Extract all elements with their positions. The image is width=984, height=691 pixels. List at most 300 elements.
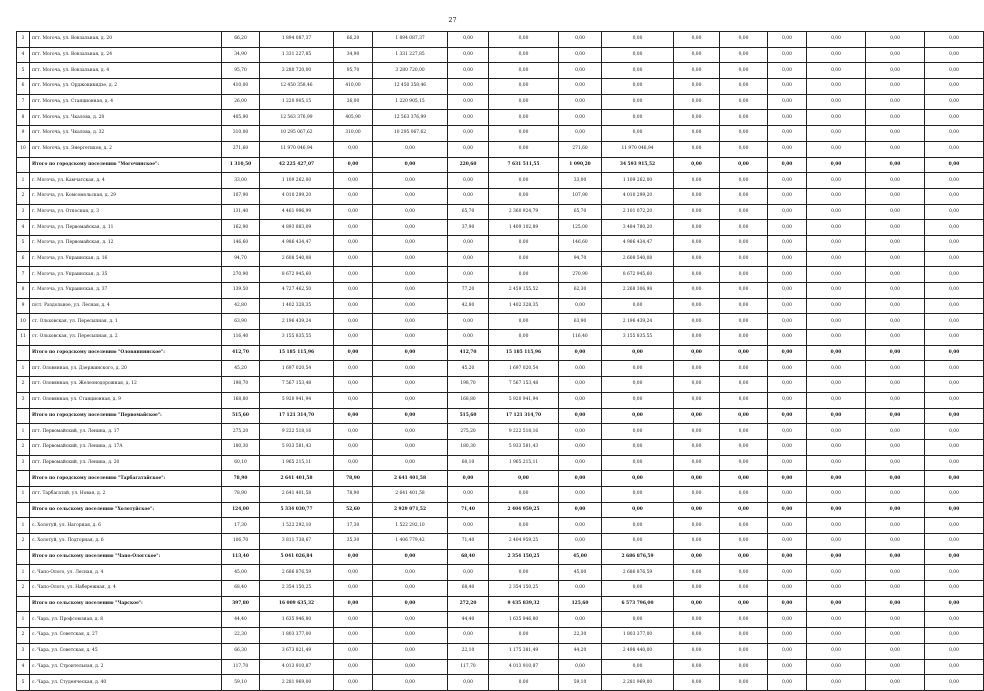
row-number-cell: 2 <box>17 534 30 550</box>
value-cell: 2 196 439,24 <box>602 314 674 330</box>
table-row <box>17 612 984 628</box>
value-cell: 0,00 <box>768 283 807 299</box>
row-number-cell: 1 <box>17 518 30 534</box>
value-cell: 124,00 <box>222 502 260 518</box>
value-cell: 78,90 <box>334 486 373 502</box>
value-cell: 0,00 <box>768 377 807 393</box>
value-cell: 0,00 <box>866 659 925 675</box>
value-cell: 0,00 <box>866 63 925 79</box>
value-cell: 0,00 <box>768 675 807 691</box>
address-cell: Итого по городскому поселению "Могочинское": <box>30 157 222 173</box>
value-cell: 0,00 <box>602 32 674 48</box>
value-cell: 0,00 <box>602 110 674 126</box>
address-cell: г. Могоча, ул. Первомайская, д. 11 <box>30 220 222 236</box>
value-cell: 3 280 720,00 <box>373 63 448 79</box>
address-cell: г. Могоча, ул. Украинская, д. 16 <box>30 251 222 267</box>
value-cell: 0,00 <box>925 628 984 644</box>
value-cell: 0,00 <box>866 471 925 487</box>
value-cell: 2 641 401,58 <box>260 471 334 487</box>
value-cell: 146,60 <box>222 235 260 251</box>
table-row <box>17 643 984 659</box>
value-cell: 0,00 <box>720 612 768 628</box>
value-cell: 0,00 <box>768 235 807 251</box>
address-cell: Итого по городскому поселению "Оловяннинское": <box>30 345 222 361</box>
value-cell: 0,00 <box>925 455 984 471</box>
value-cell: 0,00 <box>448 173 489 189</box>
value-cell: 0,00 <box>807 659 866 675</box>
value-cell: 0,00 <box>334 581 373 597</box>
value-cell: 0,00 <box>334 204 373 220</box>
value-cell: 4 986 434,47 <box>260 235 334 251</box>
value-cell: 0,00 <box>866 628 925 644</box>
value-cell: 0,00 <box>925 534 984 550</box>
value-cell: 94,70 <box>222 251 260 267</box>
value-cell: 0,00 <box>559 392 602 408</box>
row-number-cell: 8 <box>17 283 30 299</box>
value-cell: 0,00 <box>334 157 373 173</box>
value-cell: 26,00 <box>222 94 260 110</box>
value-cell: 0,00 <box>866 502 925 518</box>
value-cell: 0,00 <box>373 204 448 220</box>
value-cell: 0,00 <box>925 32 984 48</box>
value-cell: 0,00 <box>768 581 807 597</box>
address-cell: г. Могоча, ул. Комсомольская, д. 29 <box>30 188 222 204</box>
value-cell: 0,00 <box>925 377 984 393</box>
value-cell: 0,00 <box>866 204 925 220</box>
table-row <box>17 565 984 581</box>
address-cell: Итого по городскому поселению "Тарбагатайское": <box>30 471 222 487</box>
address-cell: пгт. Оловянная, ул. Железнодорожная, д. 12 <box>30 377 222 393</box>
value-cell: 0,00 <box>489 628 559 644</box>
value-cell: 0,00 <box>674 549 720 565</box>
value-cell: 4 727 462,50 <box>260 283 334 299</box>
value-cell: 0,00 <box>720 126 768 142</box>
value-cell: 1 409 102,89 <box>489 220 559 236</box>
value-cell: 0,00 <box>448 235 489 251</box>
row-number-cell <box>17 471 30 487</box>
value-cell: 1 402 328,35 <box>489 298 559 314</box>
table-row <box>17 267 984 283</box>
value-cell: 0,00 <box>674 298 720 314</box>
value-cell: 0,00 <box>489 314 559 330</box>
value-cell: 0,00 <box>720 565 768 581</box>
table-row <box>17 439 984 455</box>
value-cell: 168,80 <box>222 392 260 408</box>
value-cell: 1 803 377,00 <box>602 628 674 644</box>
value-cell: 0,00 <box>768 110 807 126</box>
address-cell: пгт. Могоча, ул. Чкалова, д. 32 <box>30 126 222 142</box>
value-cell: 2 196 439,24 <box>260 314 334 330</box>
value-cell: 0,00 <box>807 596 866 612</box>
value-cell: 5 933 581,43 <box>489 439 559 455</box>
value-cell: 0,00 <box>334 283 373 299</box>
value-cell: 15 185 115,96 <box>489 345 559 361</box>
value-cell: 0,00 <box>866 220 925 236</box>
address-cell: с. Чапо-Олого, ул. Набережная, д. 4 <box>30 581 222 597</box>
value-cell: 0,00 <box>559 408 602 424</box>
value-cell: 0,00 <box>674 565 720 581</box>
value-cell: 0,00 <box>866 596 925 612</box>
value-cell: 0,00 <box>925 424 984 440</box>
value-cell: 4 010 299,20 <box>260 188 334 204</box>
value-cell: 22,30 <box>559 628 602 644</box>
value-cell: 3 811 738,67 <box>260 534 334 550</box>
value-cell: 0,00 <box>559 486 602 502</box>
value-cell: 3 155 835,55 <box>260 330 334 346</box>
value-cell: 0,00 <box>720 549 768 565</box>
value-cell: 0,00 <box>925 251 984 267</box>
address-cell: пгт. Могоча, ул. Орджоникидзе, д. 2 <box>30 79 222 95</box>
value-cell: 17 121 314,70 <box>260 408 334 424</box>
value-cell: 95,70 <box>334 63 373 79</box>
value-cell: 2 641 401,58 <box>373 486 448 502</box>
value-cell: 0,00 <box>334 612 373 628</box>
value-cell: 17 121 314,70 <box>489 408 559 424</box>
table-row <box>17 581 984 597</box>
value-cell: 198,70 <box>222 377 260 393</box>
address-cell: с. Холотуй, ул. Подгорная, д. 6 <box>30 534 222 550</box>
value-cell: 0,00 <box>925 330 984 346</box>
value-cell: 0,00 <box>674 486 720 502</box>
value-cell: 0,00 <box>720 330 768 346</box>
value-cell: 0,00 <box>720 314 768 330</box>
value-cell: 5 041 026,84 <box>260 549 334 565</box>
value-cell: 1 109 262,00 <box>260 173 334 189</box>
value-cell: 0,00 <box>489 518 559 534</box>
value-cell: 0,00 <box>448 565 489 581</box>
value-cell: 0,00 <box>807 392 866 408</box>
value-cell: 26,00 <box>334 94 373 110</box>
value-cell: 0,00 <box>448 47 489 63</box>
value-cell: 42,80 <box>448 298 489 314</box>
value-cell: 0,00 <box>674 220 720 236</box>
value-cell: 1 803 377,00 <box>260 628 334 644</box>
value-cell: 0,00 <box>925 643 984 659</box>
value-cell: 0,00 <box>720 173 768 189</box>
row-number-cell: 5 <box>17 63 30 79</box>
value-cell: 0,00 <box>768 314 807 330</box>
value-cell: 117,70 <box>222 659 260 675</box>
value-cell: 0,00 <box>768 659 807 675</box>
table-row <box>17 173 984 189</box>
value-cell: 0,00 <box>866 565 925 581</box>
row-number-cell: 1 <box>17 424 30 440</box>
value-cell: 0,00 <box>807 581 866 597</box>
value-cell: 0,00 <box>866 157 925 173</box>
value-cell: 0,00 <box>489 330 559 346</box>
value-cell: 37,90 <box>448 220 489 236</box>
value-cell: 94,70 <box>559 251 602 267</box>
value-cell: 0,00 <box>674 675 720 691</box>
value-cell: 0,00 <box>559 79 602 95</box>
value-cell: 22,30 <box>222 628 260 644</box>
value-cell: 78,90 <box>222 486 260 502</box>
value-cell: 107,90 <box>559 188 602 204</box>
value-cell: 0,00 <box>768 220 807 236</box>
value-cell: 0,00 <box>334 251 373 267</box>
address-cell: с. Чара, ул. Студенческая, д. 40 <box>30 675 222 691</box>
row-number-cell <box>17 345 30 361</box>
row-number-cell <box>17 502 30 518</box>
value-cell: 0,00 <box>674 110 720 126</box>
table-row <box>17 298 984 314</box>
subtotal-row <box>17 408 984 424</box>
value-cell: 107,90 <box>222 188 260 204</box>
value-cell: 0,00 <box>768 518 807 534</box>
row-number-cell: 5 <box>17 235 30 251</box>
value-cell: 0,00 <box>768 628 807 644</box>
value-cell: 0,00 <box>373 173 448 189</box>
value-cell: 0,00 <box>768 565 807 581</box>
value-cell: 66,30 <box>222 643 260 659</box>
value-cell: 0,00 <box>602 63 674 79</box>
value-cell: 0,00 <box>720 298 768 314</box>
value-cell: 0,00 <box>334 549 373 565</box>
address-cell: с. Чара, ул. Профсоюзная, д. 8 <box>30 612 222 628</box>
value-cell: 0,00 <box>720 110 768 126</box>
value-cell: 63,90 <box>559 314 602 330</box>
value-cell: 65,70 <box>448 204 489 220</box>
value-cell: 0,00 <box>674 314 720 330</box>
value-cell: 0,00 <box>807 298 866 314</box>
value-cell: 1 331 227,85 <box>373 47 448 63</box>
value-cell: 5 933 581,43 <box>260 439 334 455</box>
value-cell: 0,00 <box>768 424 807 440</box>
value-cell: 1 635 946,80 <box>260 612 334 628</box>
value-cell: 397,80 <box>222 596 260 612</box>
value-cell: 0,00 <box>866 314 925 330</box>
value-cell: 0,00 <box>807 204 866 220</box>
value-cell: 0,00 <box>720 141 768 157</box>
value-cell: 0,00 <box>925 675 984 691</box>
value-cell: 1 220 905,15 <box>260 94 334 110</box>
value-cell: 0,00 <box>373 392 448 408</box>
value-cell: 52,60 <box>334 502 373 518</box>
value-cell: 410,00 <box>222 79 260 95</box>
value-cell: 2 101 072,20 <box>602 204 674 220</box>
value-cell: 0,00 <box>925 392 984 408</box>
value-cell: 0,00 <box>925 188 984 204</box>
value-cell: 0,00 <box>720 204 768 220</box>
value-cell: 0,00 <box>866 79 925 95</box>
value-cell: 2 608 540,08 <box>602 251 674 267</box>
address-cell: пгт. Могоча, ул. Чкалова, д. 28 <box>30 110 222 126</box>
value-cell: 10 295 067,62 <box>260 126 334 142</box>
value-cell: 0,00 <box>925 235 984 251</box>
subtotal-row <box>17 549 984 565</box>
address-cell: ст. Ольховская, ул. Пересыпная, д. 1 <box>30 314 222 330</box>
value-cell: 9 435 839,32 <box>489 596 559 612</box>
value-cell: 0,00 <box>925 408 984 424</box>
value-cell: 0,00 <box>674 79 720 95</box>
value-cell: 0,00 <box>866 392 925 408</box>
value-cell: 0,00 <box>334 392 373 408</box>
address-cell: с. Чара, ул. Советская, д. 45 <box>30 643 222 659</box>
value-cell: 0,00 <box>720 377 768 393</box>
value-cell: 0,00 <box>866 612 925 628</box>
value-cell: 0,00 <box>334 643 373 659</box>
value-cell: 5 920 941,94 <box>489 392 559 408</box>
value-cell: 0,00 <box>925 659 984 675</box>
value-cell: 2 404 959,25 <box>489 534 559 550</box>
value-cell: 35,30 <box>334 534 373 550</box>
value-cell: 0,00 <box>559 32 602 48</box>
value-cell: 0,00 <box>866 377 925 393</box>
address-cell: пгт. Могоча, ул. Вокзальная, д. 4 <box>30 63 222 79</box>
value-cell: 1 109 262,00 <box>602 173 674 189</box>
value-cell: 12 450 358,46 <box>373 79 448 95</box>
value-cell: 0,00 <box>768 141 807 157</box>
value-cell: 60,10 <box>222 455 260 471</box>
address-cell: пгт. Оловянная, ул. Дзержинского, д. 20 <box>30 361 222 377</box>
value-cell: 0,00 <box>489 235 559 251</box>
value-cell: 42,80 <box>222 298 260 314</box>
value-cell: 44,40 <box>222 612 260 628</box>
value-cell: 1 635 946,80 <box>489 612 559 628</box>
value-cell: 0,00 <box>768 188 807 204</box>
value-cell: 0,00 <box>768 471 807 487</box>
value-cell: 0,00 <box>925 518 984 534</box>
value-cell: 0,00 <box>489 675 559 691</box>
value-cell: 113,40 <box>222 549 260 565</box>
value-cell: 1 894 087,37 <box>373 32 448 48</box>
value-cell: 0,00 <box>373 628 448 644</box>
value-cell: 0,00 <box>674 63 720 79</box>
page-number: 27 <box>448 16 457 24</box>
value-cell: 0,00 <box>768 204 807 220</box>
value-cell: 0,00 <box>807 518 866 534</box>
subtotal-row <box>17 345 984 361</box>
value-cell: 0,00 <box>807 283 866 299</box>
value-cell: 0,00 <box>448 251 489 267</box>
value-cell: 2 459 155,52 <box>489 283 559 299</box>
value-cell: 0,00 <box>602 439 674 455</box>
value-cell: 0,00 <box>807 267 866 283</box>
value-cell: 0,00 <box>373 455 448 471</box>
value-cell: 0,00 <box>807 675 866 691</box>
value-cell: 0,00 <box>334 361 373 377</box>
table-row <box>17 126 984 142</box>
value-cell: 0,00 <box>925 94 984 110</box>
value-cell: 0,00 <box>489 79 559 95</box>
value-cell: 4 010 299,20 <box>602 188 674 204</box>
value-cell: 270,90 <box>222 267 260 283</box>
value-cell: 45,00 <box>559 565 602 581</box>
value-cell: 2 929 071,52 <box>373 502 448 518</box>
value-cell: 0,00 <box>559 612 602 628</box>
value-cell: 0,00 <box>768 345 807 361</box>
value-cell: 0,00 <box>768 392 807 408</box>
row-number-cell: 6 <box>17 251 30 267</box>
value-cell: 0,00 <box>602 424 674 440</box>
value-cell: 0,00 <box>925 502 984 518</box>
address-cell: пгт. Могоча, ул. Вокзальная, д. 24 <box>30 47 222 63</box>
value-cell: 0,00 <box>489 188 559 204</box>
value-cell: 2 641 401,58 <box>373 471 448 487</box>
value-cell: 0,00 <box>807 361 866 377</box>
row-number-cell: 1 <box>17 565 30 581</box>
value-cell: 0,00 <box>448 188 489 204</box>
value-cell: 0,00 <box>720 94 768 110</box>
value-cell: 0,00 <box>559 502 602 518</box>
value-cell: 0,00 <box>807 157 866 173</box>
value-cell: 0,00 <box>925 549 984 565</box>
value-cell: 0,00 <box>559 455 602 471</box>
value-cell: 0,00 <box>334 424 373 440</box>
value-cell: 275,20 <box>222 424 260 440</box>
value-cell: 0,00 <box>334 220 373 236</box>
value-cell: 0,00 <box>866 283 925 299</box>
value-cell: 2 686 876,59 <box>602 549 674 565</box>
value-cell: 0,00 <box>866 47 925 63</box>
value-cell: 0,00 <box>674 392 720 408</box>
value-cell: 0,00 <box>373 675 448 691</box>
value-cell: 2 268 306,98 <box>602 283 674 299</box>
value-cell: 0,00 <box>720 251 768 267</box>
row-number-cell: 3 <box>17 204 30 220</box>
value-cell: 0,00 <box>768 79 807 95</box>
value-cell: 0,00 <box>602 502 674 518</box>
value-cell: 1 310,50 <box>222 157 260 173</box>
value-cell: 0,00 <box>720 424 768 440</box>
value-cell: 0,00 <box>373 283 448 299</box>
value-cell: 0,00 <box>559 424 602 440</box>
row-number-cell: 1 <box>17 612 30 628</box>
value-cell: 0,00 <box>866 549 925 565</box>
value-cell: 0,00 <box>373 377 448 393</box>
value-cell: 198,70 <box>448 377 489 393</box>
table-row <box>17 235 984 251</box>
value-cell: 0,00 <box>768 267 807 283</box>
value-cell: 0,00 <box>925 220 984 236</box>
value-cell: 0,00 <box>807 408 866 424</box>
value-cell: 0,00 <box>334 439 373 455</box>
value-cell: 0,00 <box>674 612 720 628</box>
value-cell: 0,00 <box>373 596 448 612</box>
value-cell: 0,00 <box>559 377 602 393</box>
value-cell: 0,00 <box>866 455 925 471</box>
value-cell: 0,00 <box>807 79 866 95</box>
value-cell: 0,00 <box>489 267 559 283</box>
value-cell: 0,00 <box>489 173 559 189</box>
value-cell: 0,00 <box>373 408 448 424</box>
row-number-cell: 3 <box>17 392 30 408</box>
value-cell: 0,00 <box>925 63 984 79</box>
value-cell: 125,60 <box>559 596 602 612</box>
value-cell: 0,00 <box>373 439 448 455</box>
value-cell: 42 225 427,07 <box>260 157 334 173</box>
value-cell: 0,00 <box>373 298 448 314</box>
value-cell: 0,00 <box>674 141 720 157</box>
value-cell: 8 672 945,60 <box>602 267 674 283</box>
value-cell: 0,00 <box>559 63 602 79</box>
value-cell: 0,00 <box>720 345 768 361</box>
value-cell: 0,00 <box>720 361 768 377</box>
value-cell: 0,00 <box>674 283 720 299</box>
value-cell: 0,00 <box>373 267 448 283</box>
value-cell: 0,00 <box>807 643 866 659</box>
value-cell: 0,00 <box>720 220 768 236</box>
value-cell: 68,40 <box>448 581 489 597</box>
value-cell: 0,00 <box>334 628 373 644</box>
value-cell: 0,00 <box>925 47 984 63</box>
value-cell: 0,00 <box>866 251 925 267</box>
address-cell: г. Могоча, ул. Камчатская, д. 4 <box>30 173 222 189</box>
value-cell: 12 450 358,46 <box>260 79 334 95</box>
value-cell: 0,00 <box>674 204 720 220</box>
table-row <box>17 424 984 440</box>
value-cell: 0,00 <box>807 235 866 251</box>
